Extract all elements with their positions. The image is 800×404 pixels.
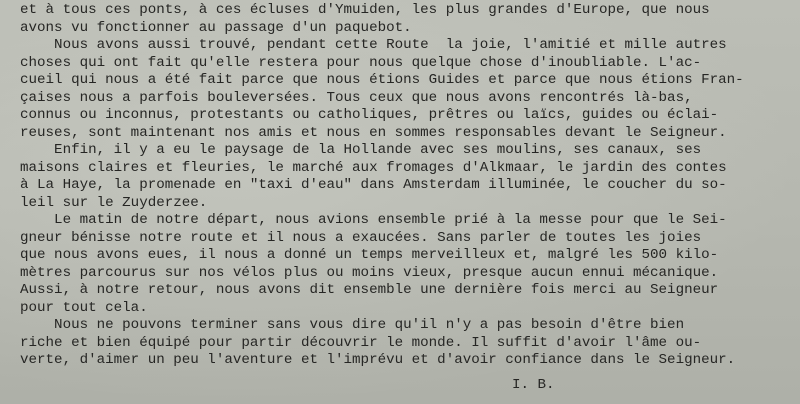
- text-line: Le matin de notre départ, nous avions ensemble prié à la messe pour que le Sei-: [20, 212, 727, 228]
- text-line: verte, d'aimer un peu l'aventure et l'imprévu et d'avoir confiance dans le Seigneur.: [20, 352, 736, 368]
- text-line: et à tous ces ponts, à ces écluses d'Ymuiden, les plus grandes d'Europe, que nous: [20, 2, 710, 18]
- text-line: reuses, sont maintenant nos amis et nous en sommes responsables devant le Seigneur.: [20, 124, 727, 141]
- text-line: cueil qui nous a été fait parce que nous étions Guides et parce que nous étions Fran-: [20, 72, 744, 88]
- text-line: connus ou inconnus, protestants ou catholiques, prêtres ou laïcs, guides ou éclai-: [20, 107, 719, 123]
- text-line: çaises nous a parfois bouleversées. Tous ceux que nous avons rencontrés là-bas,: [20, 89, 693, 106]
- text-line: gneur bénisse notre route et il nous a exaucées. Sans parler de toutes les joies: [20, 229, 702, 246]
- text-line: Nous avons aussi trouvé, pendant cette Route la joie, l'amitié et mille autres: [20, 37, 727, 53]
- text-line: pour tout cela.: [20, 299, 148, 316]
- text-line: à La Haye, la promenade en "taxi d'eau" dans Amsterdam illuminée, le coucher du so-: [20, 177, 727, 193]
- text-line: Enfin, il y a eu le paysage de la Hollande avec ses moulins, ses canaux, ses: [20, 142, 702, 158]
- text-line: leil sur le Zuyderzee.: [20, 194, 208, 211]
- text-line: Nous ne pouvons terminer sans vous dire qu'il n'y a pas besoin d'être bien: [20, 317, 685, 333]
- signature: I. B.: [512, 377, 555, 393]
- text-line: riche et bien équipé pour partir découvrir le monde. Il suffit d'avoir l'âme ou-: [20, 334, 702, 351]
- text-line: mètres parcourus sur nos vélos plus ou moins vieux, presque aucun ennui mécanique.: [20, 264, 719, 281]
- body-text: [20, 2, 790, 370]
- text-line: que nous avons eues, il nous a donné un temps merveilleux et, malgré les 500 kilo-: [20, 247, 719, 263]
- text-line: avons vu fonctionner au passage d'un paquebot.: [20, 19, 412, 36]
- text-line: choses qui ont fait qu'elle restera pour nous quelque chose d'inoubliable. L'ac-: [20, 54, 702, 71]
- text-line: Aussi, à notre retour, nous avons dit ensemble une dernière fois merci au Seigneur: [20, 282, 719, 298]
- text-line: maisons claires et fleuries, le marché aux fromages d'Alkmaar, le jardin des contes: [20, 159, 727, 176]
